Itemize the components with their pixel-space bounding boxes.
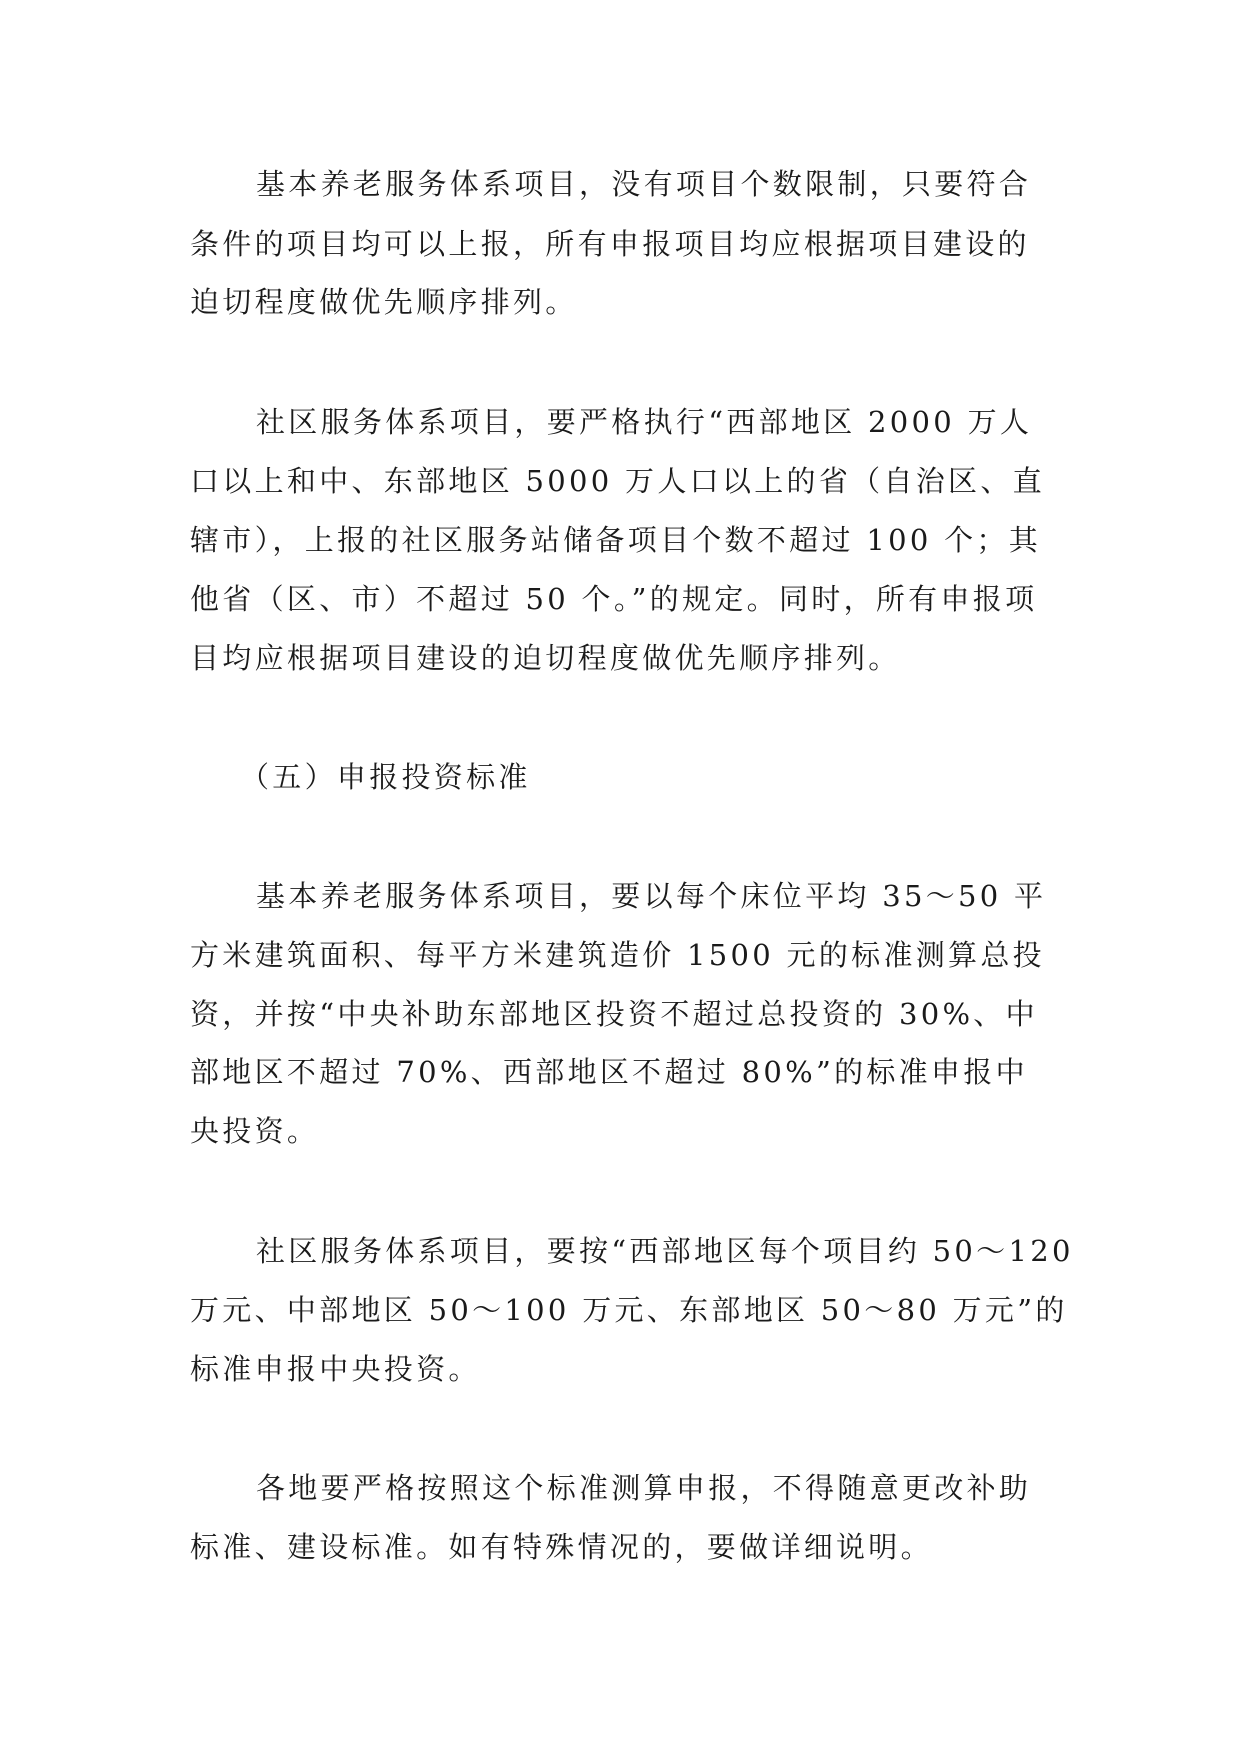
section-heading-text: （五）申报投资标准	[240, 760, 531, 794]
text-line: 资，并按“中央补助东部地区投资不超过总投资的 30%、中	[190, 997, 1038, 1031]
text-line: 社区服务体系项目，要严格执行“西部地区 2000 万人	[256, 405, 1033, 439]
text-line: 标准申报中央投资。	[190, 1352, 481, 1386]
text-line: 万元、中部地区 50～100 万元、东部地区 50～80 万元”的	[190, 1293, 1068, 1327]
text-line: 基本养老服务体系项目，没有项目个数限制，只要符合	[256, 167, 1032, 201]
text-line: 各地要严格按照这个标准测算申报，不得随意更改补助	[256, 1471, 1032, 1505]
text-line: 目均应根据项目建设的迫切程度做优先顺序排列。	[190, 641, 901, 675]
text-line: 迫切程度做优先顺序排列。	[190, 285, 578, 319]
text-line: 基本养老服务体系项目，要以每个床位平均 35～50 平	[256, 879, 1047, 913]
text-line: 辖市），上报的社区服务站储备项目个数不超过 100 个；其	[190, 523, 1041, 557]
text-line: 方米建筑面积、每平方米建筑造价 1500 元的标准测算总投	[190, 938, 1045, 972]
text-line: 社区服务体系项目，要按“西部地区每个项目约 50～120	[256, 1234, 1074, 1268]
text-line: 央投资。	[190, 1114, 320, 1148]
text-line: 标准、建设标准。如有特殊情况的，要做详细说明。	[190, 1530, 933, 1564]
text-line: 他省（区、市）不超过 50 个。”的规定。同时，所有申报项	[190, 582, 1038, 616]
text-line: 条件的项目均可以上报，所有申报项目均应根据项目建设的	[190, 227, 1030, 261]
text-line: 部地区不超过 70%、西部地区不超过 80%”的标准申报中	[190, 1055, 1028, 1089]
text-line: 口以上和中、东部地区 5000 万人口以上的省（自治区、直	[190, 464, 1045, 498]
